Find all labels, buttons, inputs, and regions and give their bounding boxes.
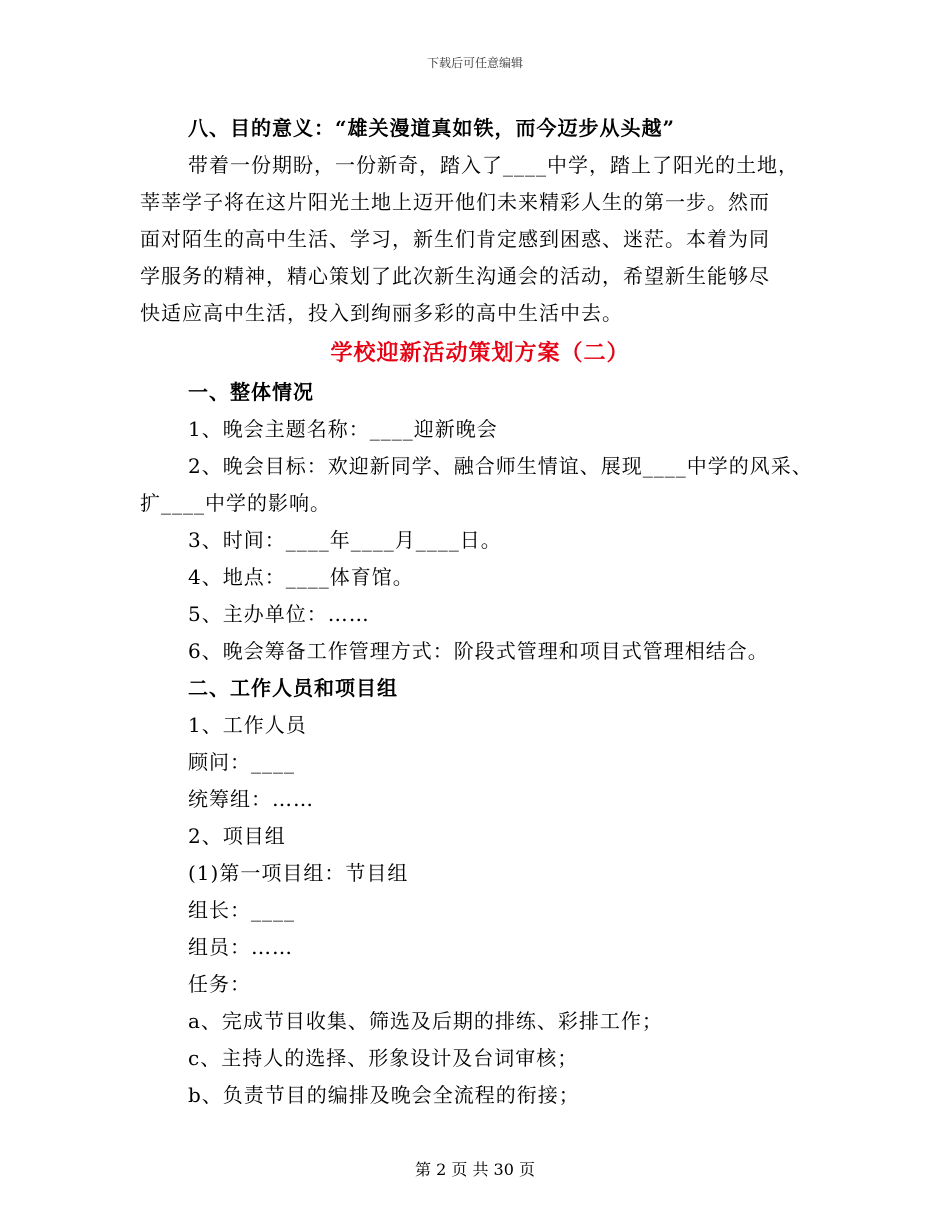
part1-item: 3、时间：____年____月____日。: [188, 528, 502, 552]
section8-para-line: 带着一份期盼，一份新奇，踏入了____中学，踏上了阳光的土地，: [188, 153, 799, 177]
part2-item: 1、工作人员: [188, 713, 307, 737]
part1-item: 扩____中学的影响。: [140, 491, 331, 515]
document-title: 学校迎新活动策划方案（二）: [330, 340, 630, 366]
part1-item: 5、主办单位：……: [188, 602, 370, 626]
document-body: [140, 110, 820, 1114]
section8-para-line: 面对陌生的高中生活、学习，新生们肯定感到困惑、迷茫。本着为同: [140, 227, 770, 251]
part1-item: 4、地点：____体育馆。: [188, 565, 414, 589]
page-header: 下载后可任意编辑: [426, 56, 523, 70]
section8-para-line: 学服务的精神，精心策划了此次新生沟通会的活动，希望新生能够尽: [140, 264, 770, 288]
part2-item: a、完成节目收集、筛选及后期的排练、彩排工作；: [188, 1009, 663, 1033]
part2-item: 组长：____: [188, 898, 295, 922]
page-footer: 第 2 页 共 30 页: [415, 1160, 535, 1179]
part2-heading: 二、工作人员和项目组: [188, 676, 398, 700]
part2-item: (1)第一项目组：节目组: [188, 861, 409, 885]
section8-para-line: 快适应高中生活，投入到绚丽多彩的高中生活中去。: [140, 301, 623, 325]
part1-item: 6、晚会筹备工作管理方式：阶段式管理和项目式管理相结合。: [188, 639, 769, 663]
part1-item: 2、晚会目标：欢迎新同学、融合师生情谊、展现____中学的风采、: [188, 454, 813, 478]
part2-item: c、主持人的选择、形象设计及台词审核；: [188, 1046, 579, 1070]
part2-item: b、负责节目的编排及晚会全流程的衔接；: [188, 1083, 580, 1107]
part2-item: 组员：……: [188, 935, 293, 959]
part2-item: 统筹组：……: [188, 787, 314, 811]
part1-heading: 一、整体情况: [188, 380, 314, 404]
part2-item: 2、项目组: [188, 824, 286, 848]
section8-heading: 八、目的意义：“雄关漫道真如铁，而今迈步从头越”: [188, 116, 676, 140]
part1-item: 1、晚会主题名称：____迎新晚会: [188, 417, 498, 441]
part2-item: 任务：: [188, 972, 251, 996]
part2-item: 顾问：____: [188, 750, 295, 774]
section8-para-line: 莘莘学子将在这片阳光土地上迈开他们未来精彩人生的第一步。然而: [140, 190, 770, 214]
